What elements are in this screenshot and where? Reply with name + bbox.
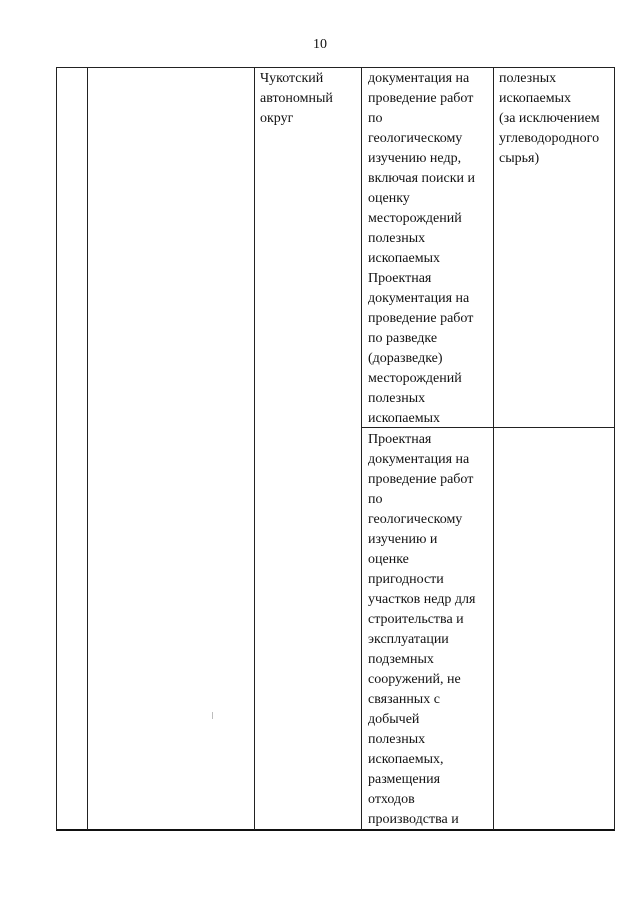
cell-line: строительства и: [368, 612, 464, 627]
cell-line: полезных: [368, 231, 426, 246]
cell-line: ископаемых: [368, 411, 440, 426]
table-top-border: [56, 67, 615, 68]
cell-line: месторождений: [368, 211, 462, 226]
cell-line: сырья): [499, 151, 540, 166]
cell-line: проведение работ: [368, 311, 474, 326]
cell-line: ископаемых,: [368, 752, 444, 767]
cell-line: связанных с: [368, 692, 440, 707]
cell-line: Чукотский: [260, 71, 324, 86]
cell-line: отходов: [368, 792, 415, 807]
cell-line: изучению и: [368, 532, 438, 547]
cell-line: ископаемых: [499, 91, 571, 106]
cell-line: подземных: [368, 652, 434, 667]
cell-line: проведение работ: [368, 91, 474, 106]
cell-line: размещения: [368, 772, 441, 787]
cell-line: добычей: [368, 712, 420, 727]
cell-line: автономный: [260, 91, 333, 106]
cell-line: полезных: [368, 391, 426, 406]
cell-line: изучению недр,: [368, 151, 462, 166]
cell-line: участков недр для: [368, 592, 476, 607]
cell-line: геологическому: [368, 131, 463, 146]
column-divider-4: [493, 67, 494, 830]
table-bottom-border: [56, 829, 615, 831]
page-number: 10: [313, 37, 327, 52]
cell-line: (доразведке): [368, 351, 443, 366]
column-divider-2: [254, 67, 255, 830]
cell-line: эксплуатации: [368, 632, 449, 647]
scan-speck: [212, 712, 213, 719]
cell-line: Проектная: [368, 432, 432, 447]
cell-line: геологическому: [368, 512, 463, 527]
cell-line: оценку: [368, 191, 410, 206]
column-divider-3: [361, 67, 362, 830]
cell-line: округ: [260, 111, 294, 126]
cell-line: пригодности: [368, 572, 444, 587]
cell-line: оценке: [368, 552, 409, 567]
cell-line: проведение работ: [368, 472, 474, 487]
cell-line: включая поиски и: [368, 171, 476, 186]
table-left-border: [56, 67, 57, 830]
cell-line: документация на: [368, 71, 470, 86]
cell-line: документация на: [368, 291, 470, 306]
cell-line: документация на: [368, 452, 470, 467]
cell-row-1-resource: [499, 69, 600, 169]
cell-line: по разведке: [368, 331, 438, 346]
cell-line: по: [368, 492, 383, 507]
cell-line: Проектная: [368, 271, 432, 286]
cell-row-2-documentation: [368, 430, 475, 830]
column-divider-1: [87, 67, 88, 830]
cell-line: (за исключением: [499, 111, 600, 126]
cell-line: полезных: [499, 71, 557, 86]
cell-line: по: [368, 111, 383, 126]
cell-line: ископаемых: [368, 251, 440, 266]
cell-region: [260, 69, 333, 129]
cell-row-1-documentation: [368, 69, 475, 429]
cell-line: месторождений: [368, 371, 462, 386]
table-right-border: [614, 67, 615, 830]
cell-line: полезных: [368, 732, 426, 747]
cell-line: производства и: [368, 812, 459, 827]
cell-line: сооружений, не: [368, 672, 461, 687]
cell-line: углеводородного: [499, 131, 600, 146]
